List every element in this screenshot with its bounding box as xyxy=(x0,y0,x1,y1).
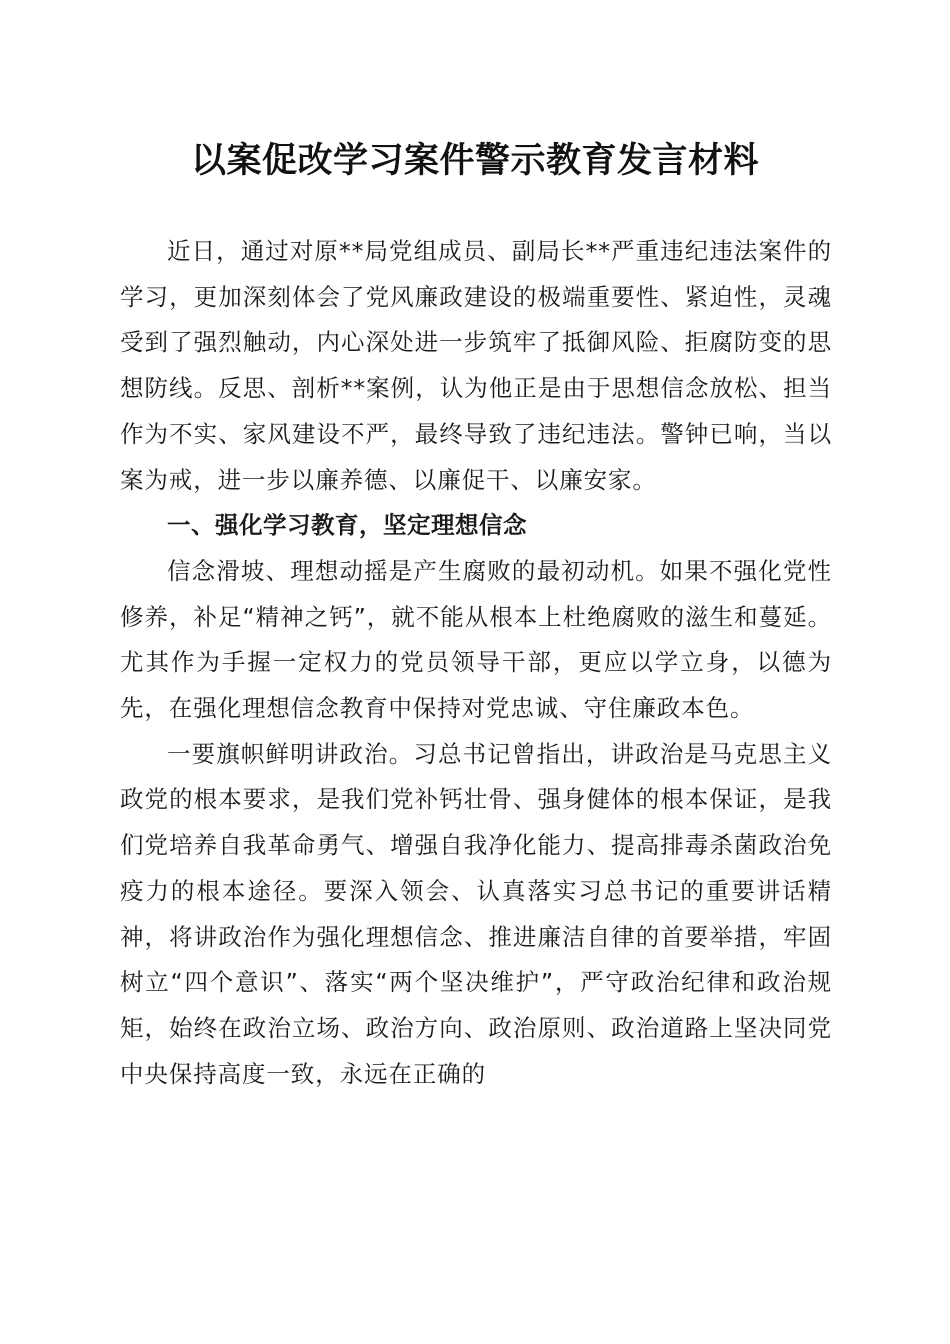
intro-paragraph: 近日，通过对原**局党组成员、副局长**严重违纪违法案件的学习，更加深刻体会了党风廉政建设的极端重要性、紧迫性，灵魂受到了强烈触动，内心深处进一步筑牢了抵御风险、拒腐防变的思想防线。反思、剖析**案例，认为他正是由于思想信念放松、担当作为不实、家风建设不严，最终导致了违纪违法。警钟已响，当以案为戒，进一步以廉养德、以廉促干、以廉安家。 xyxy=(120,237,832,494)
section-1-point-1-paragraph: 一要旗帜鲜明讲政治。习总书记曾指出，讲政治是马克思主义政党的根本要求，是我们党补钙壮骨、强身健体的根本保证，是我们党培养自我革命勇气、增强自我净化能力、提高排毒杀菌政治免疫力的根本途径。要深入领会、认真落实习总书记的重要讲话精神，将讲政治作为强化理想信念、推进廉洁自律的首要举措，牢固树立“四个意识”、落实“两个坚决维护”，严守政治纪律和政治规矩，始终在政治立场、政治方向、政治原则、政治道路上坚决同党中央保持高度一致，永远在正确的 xyxy=(120,739,832,1088)
document-title: 以案促改学习案件警示教育发言材料 xyxy=(190,140,759,181)
document-body xyxy=(120,229,832,1097)
section-heading-1: 一、强化学习教育，坚定理想信念 xyxy=(167,511,527,540)
section-1-paragraph: 信念滑坡、理想动摇是产生腐败的最初动机。如果不强化党性修养，补足“精神之钙”，就不能从根本上杜绝腐败的滋生和蔓延。尤其作为手握一定权力的党员领导干部，更应以学立身，以德为先，在强化理想信念教育中保持对党忠诚、守住廉政本色。 xyxy=(120,556,832,723)
